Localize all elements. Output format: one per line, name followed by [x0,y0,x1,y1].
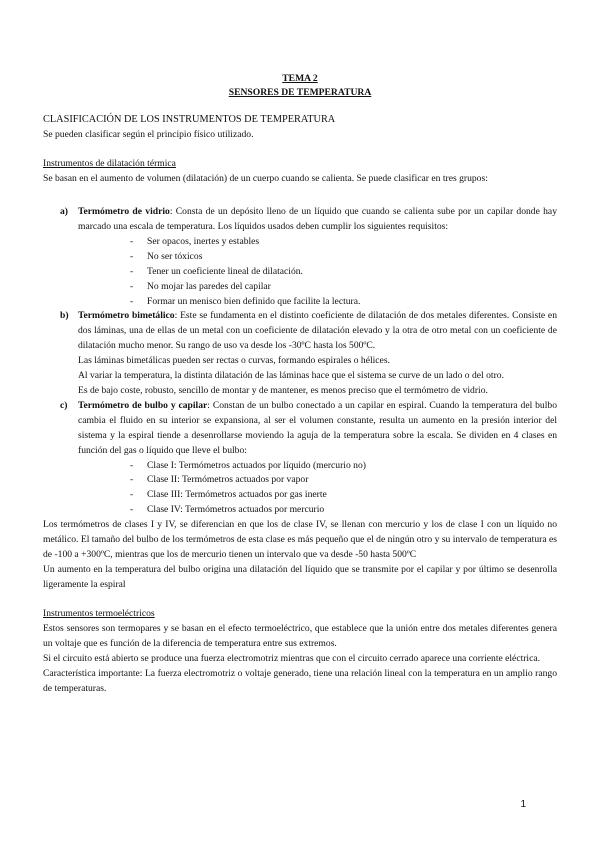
list-item: - Clase I: Termómetros actuados por líquido (mercurio no) [130,459,557,474]
page-number: 1 [520,799,526,810]
list-item: - Ser opacos, inertes y estables [130,235,557,250]
item-text: : Constan de un bulbo conectado a un capilar en espiral. Cuando la temperatura del bulbo cambia el fluido en su interior se expansiona, al ser el volumen constante, resulta un aumento en la presión interior del sistema y la espiral tiende a desenrollarse moviendo la aguja de la temperatura sobre la escala. Se dividen en 4 clases en función del gas o líquido que lleve el bulbo: [78,399,557,456]
classification-intro: Se pueden clasificar según el principio físico utilizado. [43,128,254,140]
item-paragraph: Las láminas bimetálicas pueden ser rectas o curvas, formando espirales o hélices. [78,355,390,367]
document-subtitle: SENSORES DE TEMPERATURA [228,86,372,98]
document-title: TEMA 2 [282,73,318,84]
dilatation-intro: Se basan en el aumento de volumen (dilatación) de un cuerpo cuando se calienta. Se puede clasificar en tres grupos: [43,173,488,185]
list-marker: c) [60,399,68,411]
thermoelectric-heading: Instrumentos termoeléctricos [43,608,155,620]
thermometer-list [43,205,557,518]
paragraph: Característica importante: La fuerza electromotriz o voltaje generado, tiene una relación lineal con la temperatura en un amplio rango de temperaturas. [43,667,557,694]
classes-list [78,459,557,519]
list-item [43,309,557,398]
paragraph: Estos sensores son termopares y se basan en el efecto termoeléctrico, que establece que la unión entre dos metales diferentes genera un voltaje que es función de la diferencia de temperatura entre sus extremos. [43,623,557,649]
document-page [43,72,557,697]
list-item: - Clase II: Termómetros actuados por vapor [130,473,557,488]
paragraph: Si el circuito está abierto se produce una fuerza electromotriz mientras que con el circuito cerrado aparece una corriente eléctrica. [43,652,541,664]
item-paragraph: Es de bajo coste, robusto, sencillo de montar y de mantener, es menos preciso que el termómetro de vidrio. [78,385,488,396]
list-marker: b) [60,310,69,322]
paragraph: Un aumento en la temperatura del bulbo origina una dilatación del líquido que se transmite por el capilar y por último se desenrolla ligeramente la espiral [43,563,557,590]
requirements-list [78,235,557,310]
item-paragraph: Al variar la temperatura, la distinta dilatación de las láminas hace que el sistema se curve de un lado o del otro. [78,370,504,382]
paragraph: Los termómetros de clases I y IV, se diferencian en que los de clase IV, se llenan con mercurio y los de clase I con un líquido no metálico. El tamaño del bulbo de los termómetros de esta clase es más pequeño que el de ningún otro y su intervalo de temperatura es de -100 a +300ºC, mientras que los de mercurio tienen un intervalo que va desde -50 hasta 500ºC [43,519,557,560]
item-name: Termómetro bimetálico [78,310,175,322]
list-item [43,205,557,309]
item-text: : Consta de un depósito lleno de un líquido que cuando se calienta sube por un capilar donde hay marcado una escala de temperatura. Los líquidos usados deben cumplir los siguientes requisitos: [78,206,557,233]
list-item: - Clase IV: Termómetros actuados por mercurio [130,503,557,518]
list-marker: a) [60,206,68,218]
list-item: - Tener un coeficiente lineal de dilatación. [130,265,557,280]
list-item: - Formar un menisco bien definido que facilite la lectura. [130,295,557,310]
list-item [43,399,557,518]
item-text: : Este se fundamenta en el distinto coeficiente de dilatación de dos metales diferentes. Consiste en dos láminas, una de ellas de un metal con un coeficiente de dilatación elevado y la otra de otro metal con un coeficiente de dilatación mucho menor. Su rango de uso va desde los -30ºC hasta los 500ºC. [78,310,557,352]
classification-heading: CLASIFICACIÓN DE LOS INSTRUMENTOS DE TEMPERATURA [43,114,336,125]
list-item: - No mojar las paredes del capilar [130,280,557,295]
dilatation-heading: Instrumentos de dilatación térmica [43,158,176,170]
list-item: - No ser tóxicos [130,250,557,265]
item-name: Termómetro de vidrio [78,206,170,218]
item-name: Termómetro de bulbo y capilar [78,399,208,411]
list-item: - Clase III: Termómetros actuados por gas inerte [130,488,557,503]
